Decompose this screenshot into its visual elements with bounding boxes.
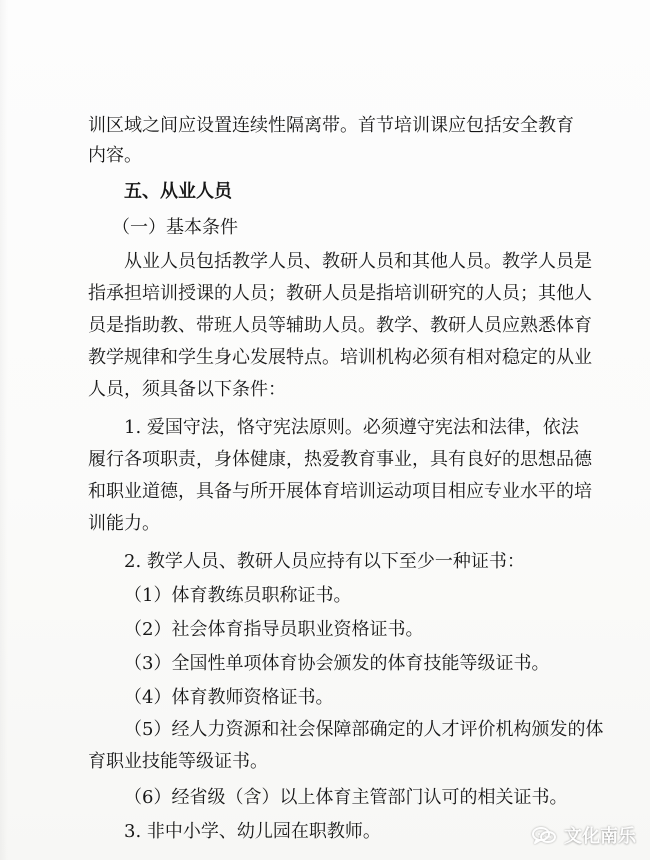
section-heading: 五、从业人员 (124, 181, 232, 202)
certificate-item: 育职业技能等级证书。 (88, 751, 268, 772)
paragraph-line: 从业人员包括教学人员、教研人员和其他人员。教学人员是 (124, 251, 592, 272)
certificate-item: （5）经人力资源和社会保障部确定的人才评价机构颁发的体 (124, 719, 604, 740)
paragraph-line: 1. 爱国守法，恪守宪法原则。必须遵守宪法和法律，依法 (124, 417, 579, 438)
watermark-text: 文化南乐 (564, 826, 636, 847)
certificate-item: （1）体育教练员职称证书。 (124, 585, 352, 606)
wechat-watermark (531, 822, 636, 848)
chat-bubble-icon (531, 825, 557, 845)
subsection-heading: （一）基本条件 (112, 217, 238, 238)
paragraph-line: 训区域之间应设置连续性隔离带。首节培训课应包括安全教育 (88, 115, 574, 136)
paragraph-line: 人员，须具备以下条件： (88, 379, 286, 400)
paragraph-line: 内容。 (88, 145, 142, 166)
paragraph-line: 教学规律和学生身心发展特点。培训机构必须有相对稳定的从业 (88, 347, 592, 368)
paragraph-line: 2. 教学人员、教研人员应持有以下至少一种证书： (124, 551, 525, 572)
paragraph-line: 履行各项职责，身体健康，热爱教育事业，具有良好的思想品德 (88, 449, 592, 470)
paragraph-line: 员是指助教、带班人员等辅助人员。教学、教研人员应熟悉体育 (88, 315, 592, 336)
certificate-item: （2）社会体育指导员职业资格证书。 (124, 619, 424, 640)
paragraph-line: 指承担培训授课的人员；教研人员是指培训研究的人员；其他人 (88, 283, 592, 304)
paragraph-line: 和职业道德，具备与所开展体育培训运动项目相应专业水平的培 (88, 481, 592, 502)
certificate-item: （6）经省级（含）以上体育主管部门认可的相关证书。 (124, 787, 568, 808)
paragraph-line: 训能力。 (88, 513, 160, 534)
certificate-item: （4）体育教师资格证书。 (124, 687, 334, 708)
certificate-item: （3）全国性单项体育协会颁发的体育技能等级证书。 (124, 653, 550, 674)
paragraph-line: 3. 非中小学、幼儿园在职教师。 (124, 821, 381, 842)
